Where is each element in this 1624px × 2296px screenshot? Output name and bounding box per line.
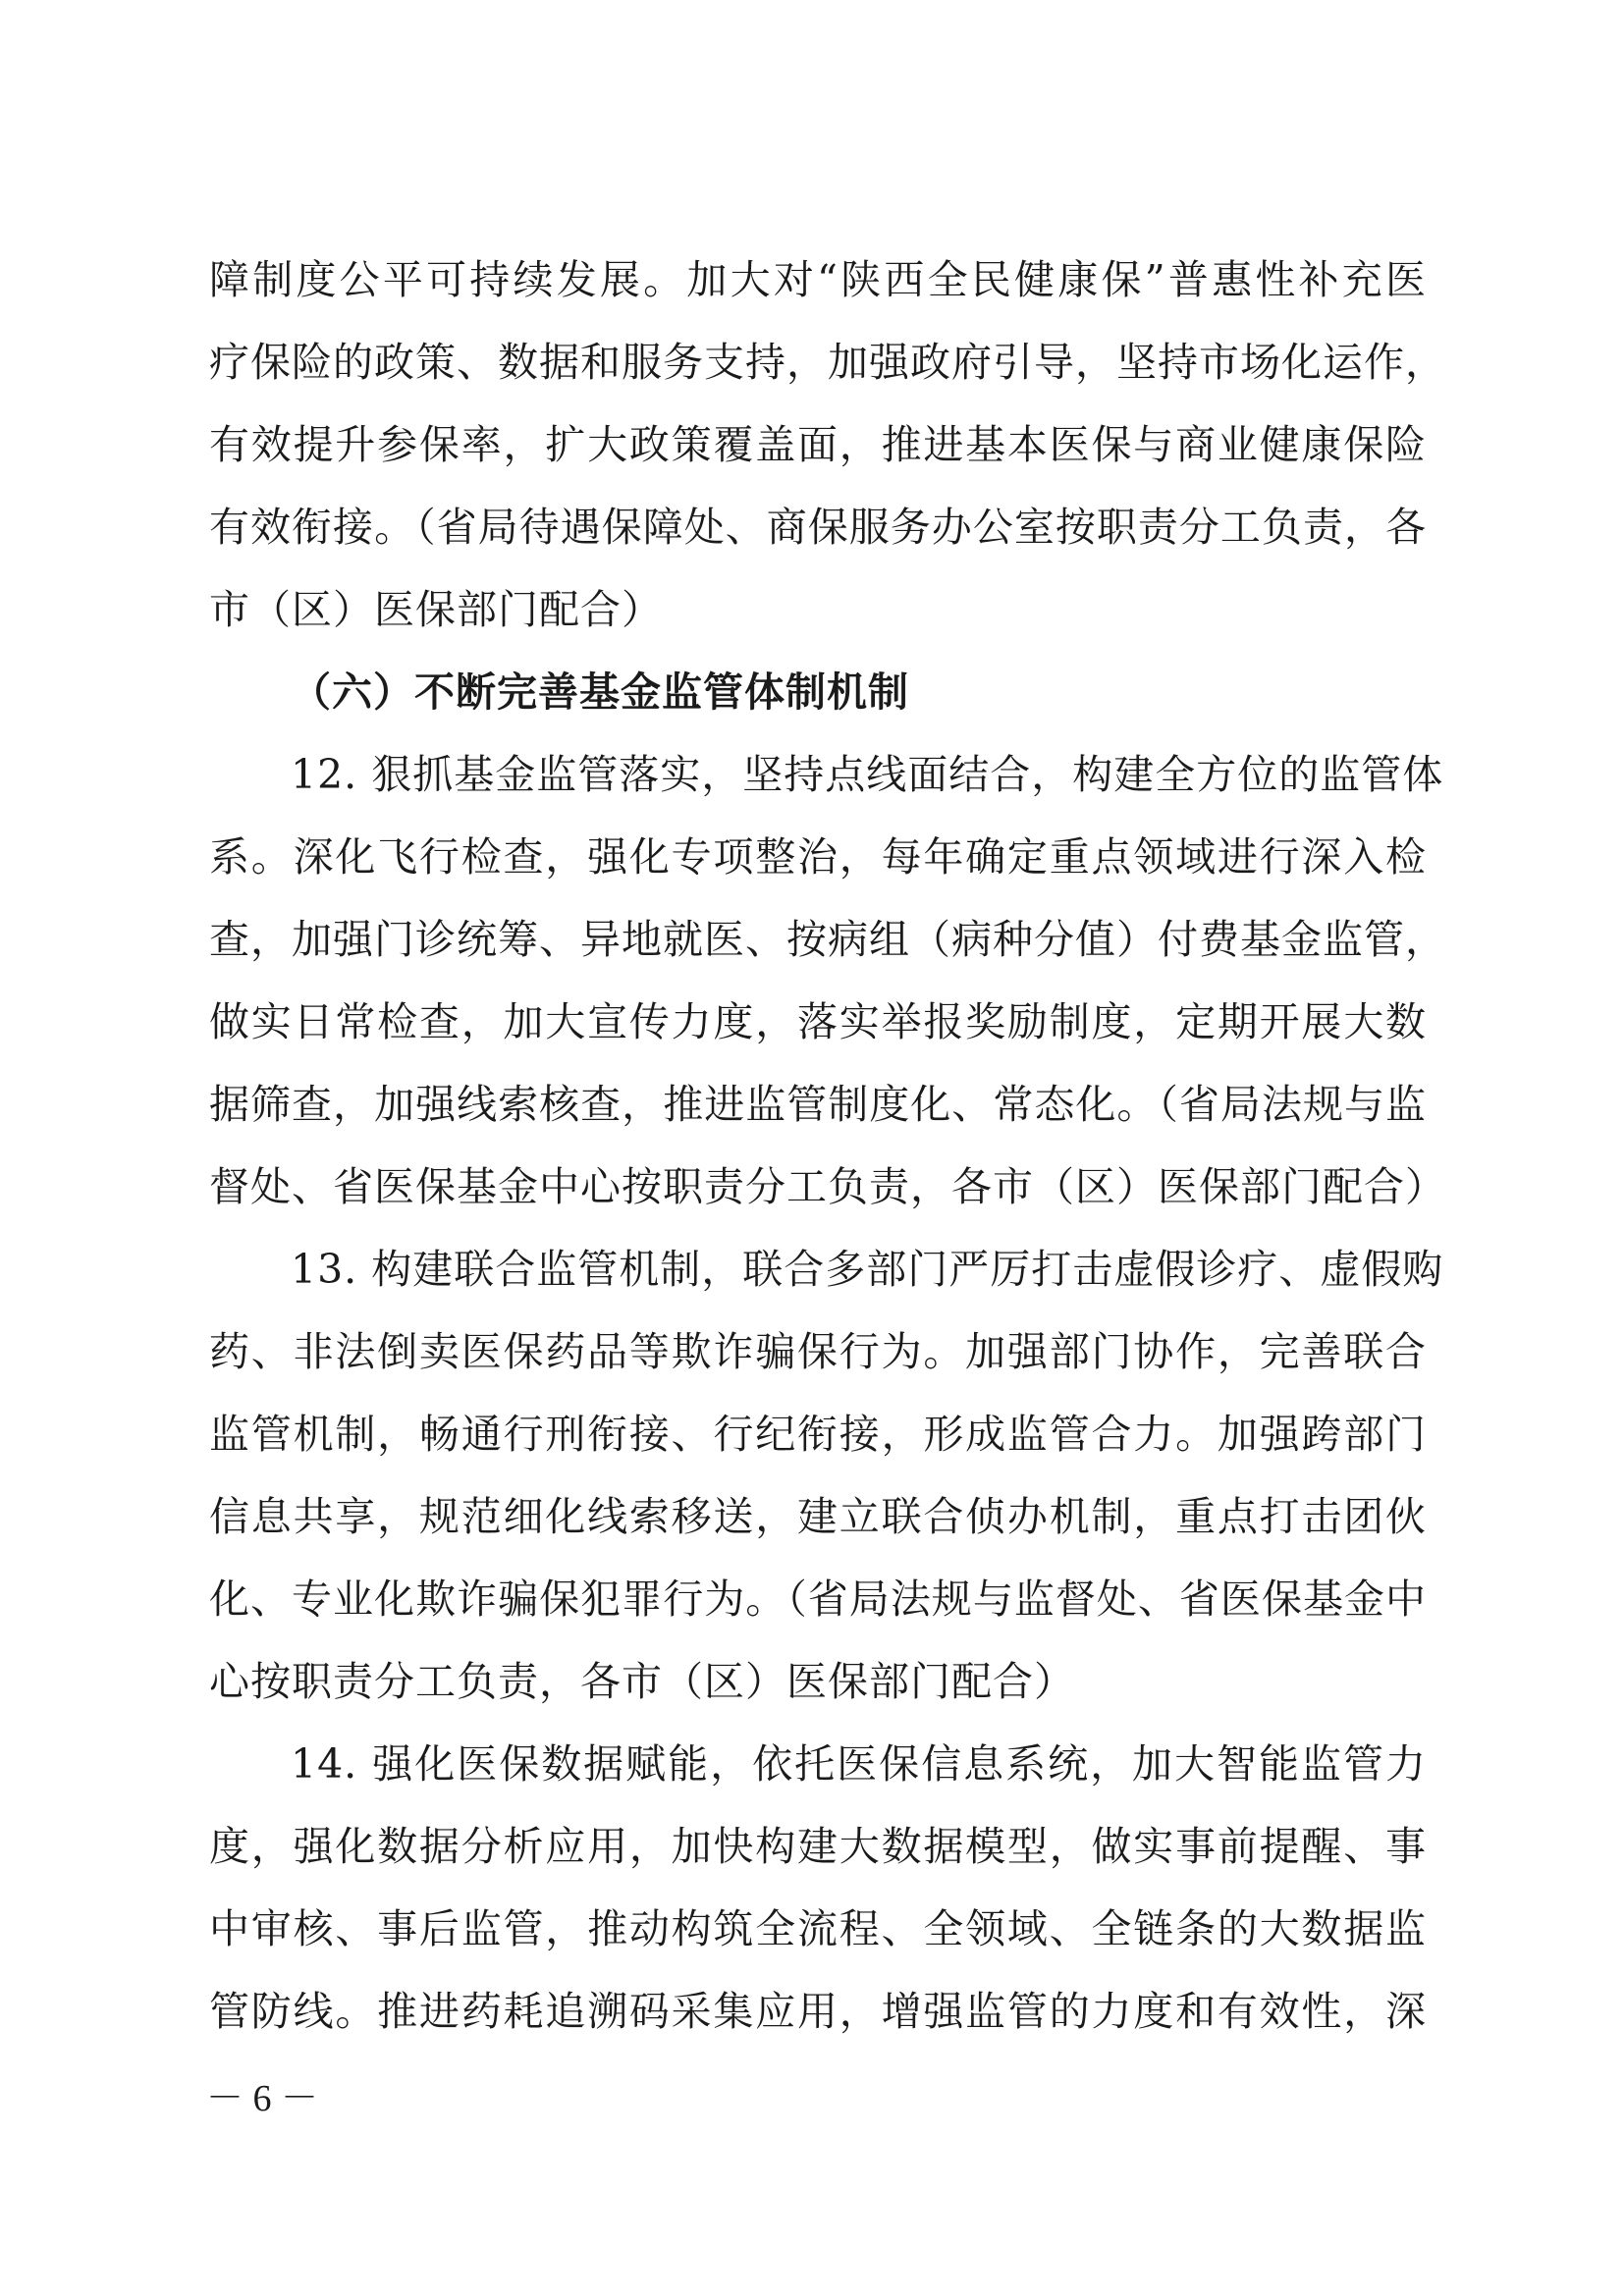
paragraph-line: 障制度公平可持续发展。加大对“陕西全民健康保”普惠性补充医 bbox=[209, 256, 1427, 303]
paragraph-line: 疗保险的政策、数据和服务支持，加强政府引导，坚持市场化运作， bbox=[209, 339, 1446, 386]
paragraph-line: 化、专业化欺诈骗保犯罪行为。（省局法规与监督处、省医保基金中 bbox=[209, 1575, 1427, 1623]
paragraph-line: 12. 狠抓基金监管落实，坚持点线面结合，构建全方位的监管体 bbox=[291, 751, 1444, 798]
paragraph-line: 14. 强化医保数据赋能，依托医保信息系统，加大智能监管力 bbox=[291, 1740, 1427, 1788]
page-number: － 6 － bbox=[206, 2078, 319, 2119]
paragraph-line: 市（区）医保部门配合） bbox=[209, 586, 663, 633]
paragraph-line: 据筛查，加强线索核查，推进监管制度化、常态化。（省局法规与监 bbox=[209, 1081, 1427, 1128]
paragraph-line: 度，强化数据分析应用，加快构建大数据模型，做实事前提醒、事 bbox=[209, 1823, 1427, 1870]
paragraph-line: 信息共享，规范细化线索移送，建立联合侦办机制，重点打击团伙 bbox=[209, 1493, 1427, 1540]
paragraph-line: 有效衔接。（省局待遇保障处、商保服务办公室按职责分工负责，各 bbox=[209, 504, 1427, 551]
paragraph-line: 中审核、事后监管，推动构筑全流程、全领域、全链条的大数据监 bbox=[209, 1905, 1427, 1952]
paragraph-line: 有效提升参保率，扩大政策覆盖面，推进基本医保与商业健康保险 bbox=[209, 421, 1427, 468]
paragraph-line: 心按职责分工负责，各市（区）医保部门配合） bbox=[209, 1658, 1075, 1705]
paragraph-line: 监管机制，畅通行刑衔接、行纪衔接，形成监管合力。加强跨部门 bbox=[209, 1411, 1427, 1458]
paragraph-line: 做实日常检查，加大宣传力度，落实举报奖励制度，定期开展大数 bbox=[209, 998, 1427, 1045]
paragraph-line: 管防线。推进药耗追溯码采集应用，增强监管的力度和有效性，深 bbox=[209, 1988, 1427, 2035]
paragraph-line: 查，加强门诊统筹、异地就医、按病组（病种分值）付费基金监管， bbox=[209, 916, 1446, 963]
section-heading: （六）不断完善基金监管体制机制 bbox=[291, 668, 909, 716]
paragraph-line: 系。深化飞行检查，强化专项整治，每年确定重点领域进行深入检 bbox=[209, 833, 1427, 881]
paragraph-line: 药、非法倒卖医保药品等欺诈骗保行为。加强部门协作，完善联合 bbox=[209, 1328, 1427, 1375]
paragraph-line: 督处、省医保基金中心按职责分工负责，各市（区）医保部门配合） bbox=[209, 1163, 1446, 1210]
paragraph-line: 13. 构建联合监管机制，联合多部门严厉打击虚假诊疗、虚假购 bbox=[291, 1246, 1444, 1293]
